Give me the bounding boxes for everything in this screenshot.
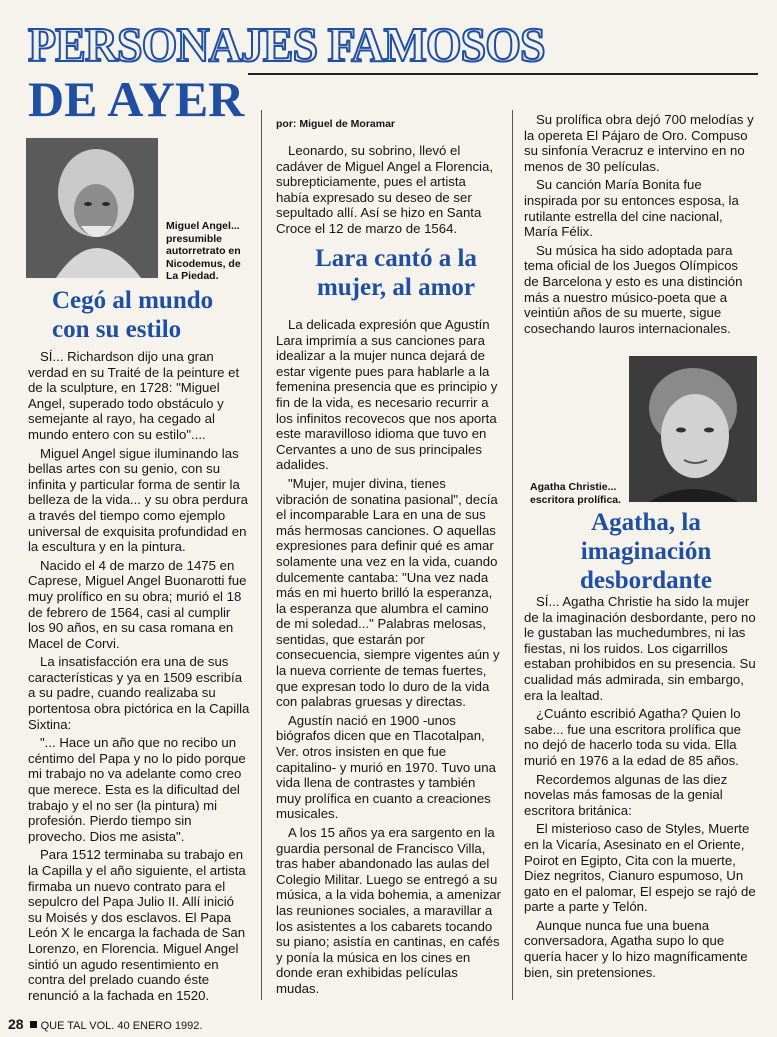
- page-number: 28: [8, 1016, 24, 1032]
- paragraph: Agustín nació en 1900 -unos biógrafos dicen que en Tlacotalpan, Ver. otros insisten en que fue capitalino- y murió en 1970. Tuvo una vida llena de contrastes y también muy prolífica en cuanto a creaciones musicales.: [276, 712, 496, 822]
- article-michelangelo-continued: Leonardo, su sobrino, llevó el cadáver de Miguel Angel a Florencia, subrepticiamente, pues el artista había expresado su deseo de ser sepultado allí. Así se hizo en Santa Croce el 12 de marzo de 1564.: [276, 143, 493, 236]
- paragraph: "Mujer, mujer divina, tienes vibración de sonatina pasional", decía el incomparable Lara en una de sus más hermosas canciones. O aquellas expresiones para definir qué es amar solamente una vez en la vida, cuando dulcemente cantaba: "Una vez nada más en mi huerto brilló la esperanza, la esperanza que alumbra el camino de mi soledad..." Palabras melosas, sentidas, que estarán por consecuencia, siempre vigentes aún y la nueva corriente de temas fuertes, que expresan todo lo duro de la vida con palabras gruesas y directas.: [276, 475, 500, 710]
- paragraph: SÍ... Richardson dijo una gran verdad en su Traité de la peinture et de la sculpture, en 1728: "Miguel Angel, superado todo obstáculo y semejante al rayo, ha cegado al mundo entero con su estilo"....: [28, 349, 240, 442]
- paragraph: Su canción María Bonita fue inspirada por su entonces esposa, la rutilante estrella del cine nacional, María Félix.: [524, 177, 739, 240]
- paragraph: Para 1512 terminaba su trabajo en la Capilla y el año siguiente, el artista firmaba un nuevo contrato para el sepulcro del Papa Julio II. Allí inició su Moisés y dos esclavos. El Papa León X le encarga la fachada de San Lorenzo, en Florencia. Miguel Angel sintió un agudo resentimiento en contra del prelado cuando éste renunció a la fachada en 1520.: [28, 847, 246, 1003]
- paragraph: Aunque nunca fue una buena conversadora, Agatha supo lo que quería hacer y lo hizo magníficamente bien, sin pretensiones.: [524, 917, 748, 980]
- page-footer: [8, 1016, 202, 1032]
- headline-lara: Lara cantó a la mujer, al amor: [315, 245, 477, 301]
- masthead-subtitle: DE AYER: [28, 71, 245, 127]
- paragraph: Recordemos algunas de las diez novelas más famosas de la genial escritora británica:: [524, 771, 728, 818]
- column-divider: [261, 110, 262, 1000]
- agatha-christie-photo: [629, 356, 757, 502]
- headline-agatha: Agatha, la imaginación desbordante: [580, 509, 712, 594]
- masthead-title: PERSONAJES FAMOSOS: [28, 17, 545, 72]
- michelangelo-caption: Miguel Angel... presumible autorretrato en Nicodemus, de La Piedad.: [166, 220, 241, 282]
- article-michelangelo: [28, 349, 250, 1006]
- paragraph: La insatisfacción era una de sus características y ya en 1509 escribía a su padre, cuando realizaba su portentosa obra pictórica en la Capilla Sixtina:: [28, 654, 250, 732]
- paragraph: ¿Cuánto escribió Agatha? Quien lo sabe... fue una escritora prolífica que no dejó de hacerlo toda su vida. Ella murió en 1976 a la edad de 85 años.: [524, 706, 741, 768]
- article-lara: [276, 317, 502, 1000]
- paragraph: "... Hace un año que no recibo un céntimo del Papa y no lo pido porque mi trabajo no va adelante como creo que merece. Esta es la dificultad del trabajo y el no ser (la pintura) mi profesión. Pierdo tiempo sin provecho. Dios me asista".: [28, 735, 246, 844]
- paragraph: SÍ... Agatha Christie ha sido la mujer de la imaginación desbordante, pero no le gustaban las muchedumbres, ni las fiestas, ni los ruidos. Los cigarrillos estaban prohibidos en su presencia. Su cualidad más admirada, sin embargo, era la lealtad.: [524, 594, 756, 703]
- agatha-caption: Agatha Christie... escritora prolífica.: [530, 481, 622, 506]
- headline-michelangelo: Cegó al mundo con su estilo: [52, 287, 214, 343]
- bullet-square-icon: [30, 1021, 37, 1028]
- paragraph: La delicada expresión que Agustín Lara imprimía a sus canciones para idealizar a la mujer nunca dejará de estar vigente pues para hablarle a la femenina presencia que es principio y fin de la vida, es necesario recurrir a los infinitos recovecos que nos aporta este maravilloso idioma que tuvo en Cervantes a uno de sus principales adalides.: [276, 317, 498, 473]
- paragraph: Nacido el 4 de marzo de 1475 en Caprese, Miguel Angel Buonarotti fue muy prolífico en su obra; murió el 18 de febrero de 1564, casi al cumplir los 90 años, en su casa romana en Macel de Corvi.: [28, 557, 247, 651]
- header-rule: [248, 73, 758, 75]
- paragraph: Su prolífica obra dejó 700 melodías y la opereta El Pájaro de Oro. Compuso su sinfonía Veracruz e intervino en no menos de 30 películas.: [524, 112, 754, 174]
- michelangelo-photo: [26, 138, 158, 278]
- publication-info: QUE TAL VOL. 40 ENERO 1992.: [40, 1020, 203, 1032]
- paragraph: Miguel Angel sigue iluminando las bellas artes con su genio, con su infinita y particular forma de sentir la belleza de la vida... y su obra perdura a través del tiempo como ejemplo universal de exquisita profundidad en la escultura y en la pintura.: [28, 445, 248, 555]
- paragraph: Su música ha sido adoptada para tema oficial de los Juegos Olímpicos de Barcelona y esto es una distinción más a nuestro músico-poeta que a veintiún años de su muerte, sigue cosechando lauros internacionales.: [524, 242, 743, 336]
- column-divider: [512, 110, 513, 1000]
- paragraph: El misterioso caso de Styles, Muerte en la Vicaría, Asesinato en el Oriente, Poirot en Egipto, Cita con la muerte, Diez negritos, Cianuro espumoso, Un gato en el palomar, El espejo se rajó de parte a parte y Telón.: [524, 821, 756, 915]
- article-lara-continued: [524, 112, 756, 339]
- byline: por: Miguel de Moramar: [276, 118, 396, 130]
- article-agatha: [524, 594, 756, 983]
- paragraph: A los 15 años ya era sargento en la guardia personal de Francisco Villa, tras haber abandonado las aulas del Colegio Militar. Luego se entregó a su música, a la vida bohemia, a amenizar las reuniones sociales, a maravillar a los asistentes a los cabarets tocando su piano; asistía en cantinas, en cafés y ponía la música en los cines en donde eran exhibidas películas mudas.: [276, 825, 502, 996]
